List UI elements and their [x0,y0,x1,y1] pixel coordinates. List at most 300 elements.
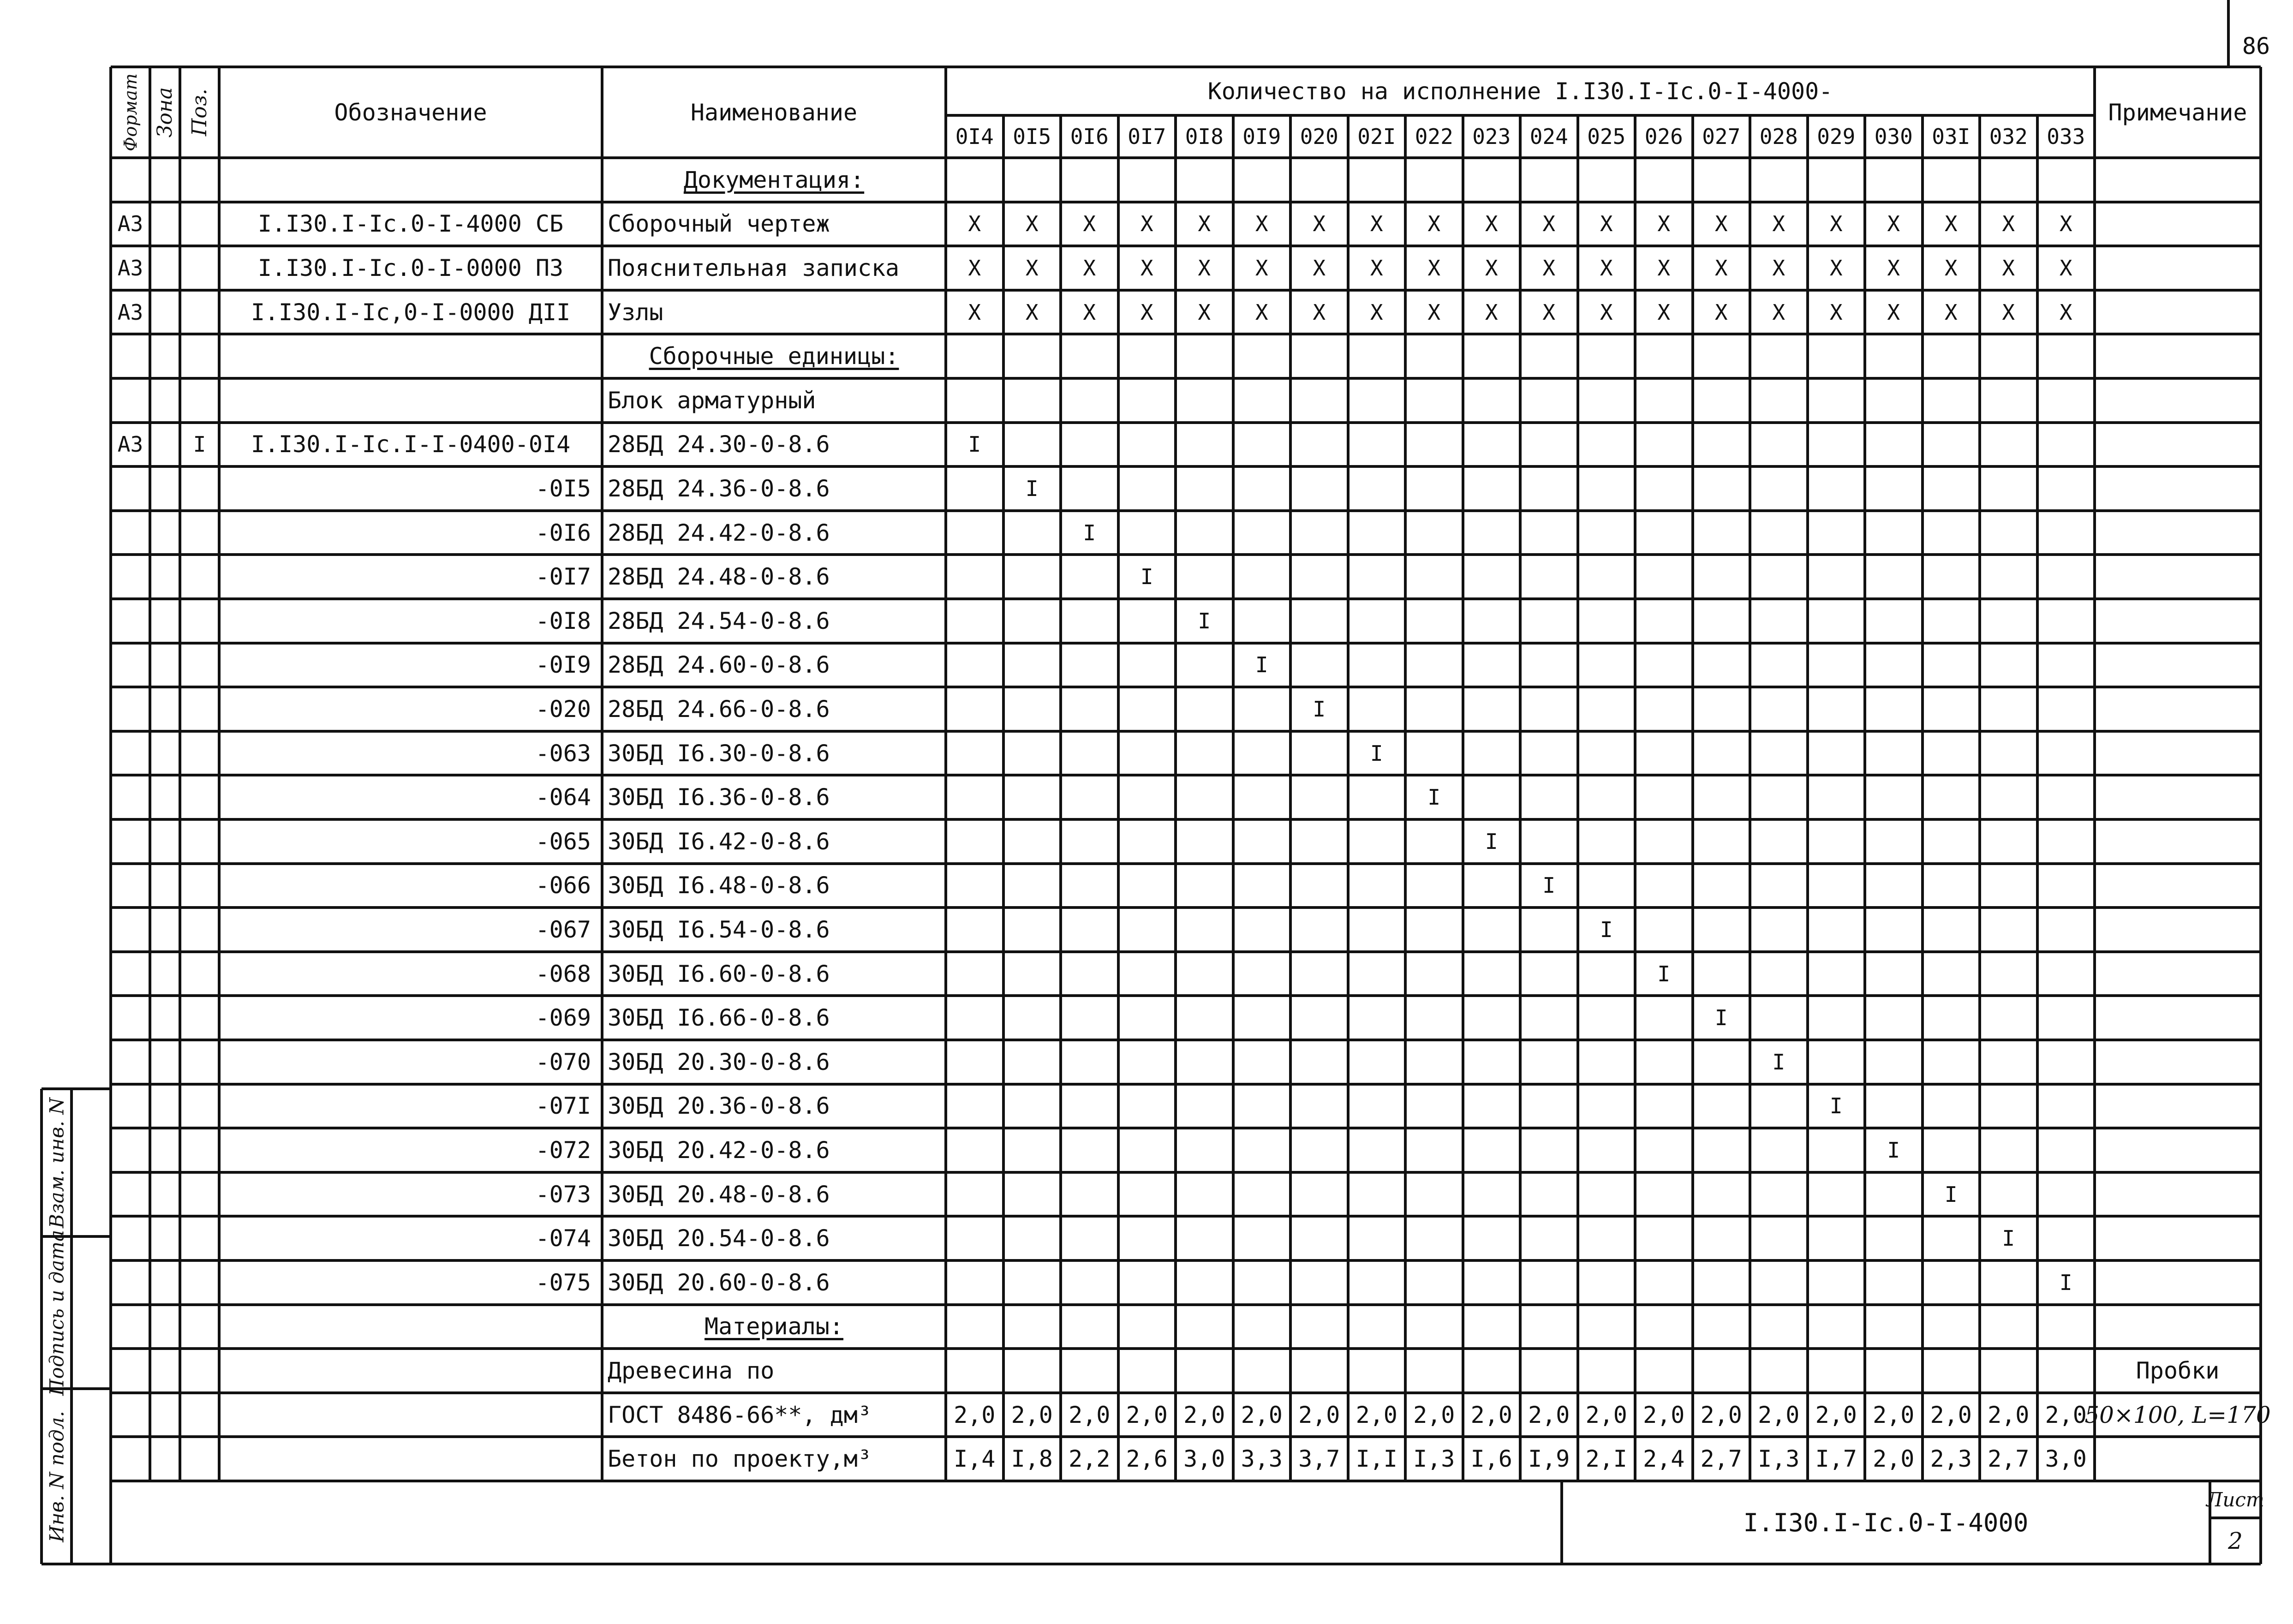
row-designation: I.I30.I-Ic.0-I-0000 ПЗ [257,254,564,281]
row-format [111,555,150,599]
row-note [2095,731,2261,776]
quantity-cell: X [1657,299,1671,325]
row-zone [150,775,180,819]
quantity-cell [1348,423,1406,467]
quantity-cell [1578,775,1636,819]
row-note [2095,643,2261,687]
quantity-cell: X [1025,299,1039,325]
quantity-cell [1348,511,1406,555]
quantity-cell: I [2002,1226,2015,1251]
quantity-cell [1463,1172,1521,1217]
quantity-cell: I [1944,1182,1958,1207]
quantity-cell [1176,687,1233,731]
quantity-cell [1290,1084,1348,1128]
row-note [2095,334,2261,378]
quantity-cell: X [1313,255,1326,281]
quantity-cell [1578,423,1636,467]
quantity-cell [1635,423,1693,467]
quantity-cell [1693,952,1750,996]
quantity-cell [1176,1084,1233,1128]
row-zone [150,466,180,511]
quantity-cell [1578,731,1636,776]
quantity-cell [1520,555,1578,599]
quantity-cell [1923,1260,1980,1305]
quantity-cell [946,511,1003,555]
quantity-cell [1118,775,1176,819]
quantity-cell [1118,423,1176,467]
quantity-cell: 2,0 [1643,1401,1685,1428]
row-pos [180,202,219,246]
quantity-cell [1176,466,1233,511]
quantity-cell [1923,555,1980,599]
quantity-cell [1808,819,1865,864]
quantity-cell [1693,511,1750,555]
quantity-cell [1808,864,1865,908]
variant-code: 025 [1587,124,1626,149]
quantity-cell [946,952,1003,996]
quantity-cell: 3,0 [2045,1445,2087,1473]
sheet-label: Лист [2206,1488,2264,1511]
quantity-cell [1003,555,1061,599]
row-note [2095,775,2261,819]
row-designation: -0I6 [535,519,591,546]
row-format [111,1260,150,1305]
quantity-cell [1176,511,1233,555]
row-zone [150,643,180,687]
row-designation: -074 [535,1225,591,1252]
quantity-cell: I [1887,1137,1900,1163]
quantity-cell: X [1140,211,1153,237]
quantity-cell [1865,643,1923,687]
quantity-cell: X [968,299,981,325]
variant-code: 027 [1702,124,1741,149]
row-format: А3 [117,299,143,325]
quantity-cell: X [2059,299,2072,325]
quantity-cell [1578,1040,1636,1084]
quantity-cell [1635,1040,1693,1084]
quantity-cell [946,908,1003,952]
quantity-cell [1290,1128,1348,1172]
row-designation: -0I5 [535,475,591,502]
side-stamp-label: Взам. инв. N [45,1097,68,1228]
row-pos [180,1305,219,1349]
row-name: 30БД 20.36-0-8.6 [608,1093,830,1120]
quantity-cell [2037,908,2095,952]
quantity-cell: X [1714,299,1728,325]
row-format: А3 [117,432,143,457]
quantity-cell: X [1255,255,1268,281]
quantity-cell [946,1040,1003,1084]
quantity-cell [1463,1260,1521,1305]
quantity-cell [1808,599,1865,643]
quantity-cell [1520,996,1578,1040]
quantity-cell [1520,1260,1578,1305]
row-pos [180,643,219,687]
quantity-cell [1693,1216,1750,1260]
quantity-cell [946,1216,1003,1260]
row-note [2095,1128,2261,1172]
quantity-cell: X [968,211,981,237]
page-number: 86 [2242,33,2270,60]
quantity-cell: X [1370,211,1383,237]
variant-code: 026 [1644,124,1683,149]
row-designation: -069 [535,1004,591,1032]
quantity-cell [1176,996,1233,1040]
quantity-cell [1233,996,1291,1040]
row-designation: -073 [535,1181,591,1208]
quantity-cell: X [1772,299,1785,325]
quantity-cell [1980,511,2037,555]
quantity-cell [1118,1128,1176,1172]
quantity-cell [1980,466,2037,511]
quantity-cell [1520,1216,1578,1260]
row-pos [180,158,219,202]
row-note [2095,555,2261,599]
quantity-cell: X [1944,211,1958,237]
quantity-cell [1693,819,1750,864]
quantity-cell: I [1657,961,1671,986]
quantity-cell [1520,599,1578,643]
quantity-cell [1405,952,1463,996]
quantity-cell [946,643,1003,687]
quantity-cell [1980,775,2037,819]
quantity-cell [1750,1172,1808,1217]
quantity-cell: I,3 [1413,1445,1455,1473]
quantity-cell [1176,555,1233,599]
quantity-cell [1635,643,1693,687]
quantity-cell [1061,731,1118,776]
quantity-cell [1980,423,2037,467]
quantity-cell [1290,555,1348,599]
row-format [111,378,150,423]
quantity-cell [1003,908,1061,952]
quantity-cell [1233,775,1291,819]
document-code: I.I30.I-Ic.0-I-4000 [1743,1508,2029,1537]
quantity-cell [1750,952,1808,996]
row-zone [150,290,180,334]
quantity-cell [1865,466,1923,511]
quantity-cell [1176,1260,1233,1305]
row-format [111,1216,150,1260]
quantity-cell [1348,1172,1406,1217]
quantity-cell [1578,864,1636,908]
quantity-cell [1233,819,1291,864]
quantity-cell [1405,511,1463,555]
quantity-cell [1923,775,1980,819]
row-pos [180,952,219,996]
quantity-cell: X [1600,255,1613,281]
quantity-cell: 3,0 [1183,1445,1225,1473]
quantity-cell: X [1887,211,1900,237]
quantity-cell: X [1427,255,1441,281]
row-pos [180,511,219,555]
quantity-cell [1118,687,1176,731]
quantity-cell: I,7 [1815,1445,1857,1473]
side-stamp-label: Инв. N подл. [45,1410,68,1542]
quantity-cell [1176,1040,1233,1084]
quantity-cell [1980,1172,2037,1217]
quantity-cell [1061,1172,1118,1217]
quantity-cell [1290,996,1348,1040]
quantity-cell [1693,1128,1750,1172]
quantity-cell [2037,555,2095,599]
quantity-cell [1808,1260,1865,1305]
quantity-cell [1808,423,1865,467]
quantity-cell [1176,1128,1233,1172]
quantity-cell [1405,466,1463,511]
row-format [111,952,150,996]
quantity-cell: X [2059,255,2072,281]
row-format [111,643,150,687]
quantity-cell: X [1829,211,1843,237]
quantity-cell [1176,731,1233,776]
quantity-cell [1061,643,1118,687]
quantity-cell [1750,643,1808,687]
quantity-cell [1405,423,1463,467]
row-note: 50×100, L=170 [2084,1401,2271,1428]
quantity-cell [1923,908,1980,952]
variant-code: 028 [1759,124,1798,149]
quantity-cell [1923,423,1980,467]
quantity-cell: X [1198,255,1211,281]
quantity-cell [1463,731,1521,776]
quantity-cell: I,I [1355,1445,1397,1473]
quantity-cell [1348,466,1406,511]
quantity-cell [1003,1216,1061,1260]
quantity-cell [1463,1128,1521,1172]
quantity-cell [1808,1172,1865,1217]
quantity-cell [1463,775,1521,819]
quantity-cell [1348,555,1406,599]
quantity-cell [2037,1084,2095,1128]
variant-code: 029 [1817,124,1856,149]
quantity-cell: X [1542,255,1556,281]
row-pos [180,1260,219,1305]
quantity-cell: I [1772,1049,1785,1075]
quantity-cell [1578,599,1636,643]
quantity-cell [1520,1084,1578,1128]
quantity-cell [1520,952,1578,996]
quantity-cell: 2,0 [1470,1401,1512,1428]
quantity-cell [1176,423,1233,467]
quantity-cell [2037,864,2095,908]
quantity-cell [1635,466,1693,511]
row-name: Материалы: [704,1313,844,1340]
quantity-cell [1176,952,1233,996]
row-zone [150,1172,180,1217]
quantity-cell [1348,1084,1406,1128]
row-note [2095,1260,2261,1305]
quantity-cell [1061,687,1118,731]
quantity-cell [1405,1172,1463,1217]
row-name: Пояснительная записка [608,254,900,281]
quantity-cell [1750,687,1808,731]
row-note [2095,599,2261,643]
quantity-cell [1693,555,1750,599]
quantity-cell: 2,0 [954,1401,996,1428]
quantity-cell: 2,0 [1241,1401,1283,1428]
quantity-cell [1865,996,1923,1040]
quantity-cell [1750,1260,1808,1305]
variant-code: 024 [1529,124,1568,149]
quantity-cell [1233,1260,1291,1305]
quantity-cell [1520,466,1578,511]
quantity-cell [1061,775,1118,819]
quantity-cell [1865,599,1923,643]
row-pos [180,1349,219,1393]
quantity-cell [1635,731,1693,776]
quantity-cell [1520,1172,1578,1217]
quantity-cell [1003,996,1061,1040]
quantity-cell: 2,0 [1815,1401,1857,1428]
quantity-cell [1233,952,1291,996]
row-name: Документация: [683,166,865,193]
quantity-cell [1003,643,1061,687]
quantity-cell [946,466,1003,511]
row-format [111,511,150,555]
quantity-cell: X [1313,299,1326,325]
row-designation: -072 [535,1136,591,1164]
row-name: 30БД I6.66-0-8.6 [608,1004,830,1032]
row-pos [180,1172,219,1217]
quantity-cell [1865,1084,1923,1128]
row-designation: -067 [535,916,591,943]
quantity-cell: 2,0 [1183,1401,1225,1428]
quantity-cell [1750,996,1808,1040]
quantity-cell [1233,731,1291,776]
quantity-cell [2037,1216,2095,1260]
quantity-cell [1405,599,1463,643]
quantity-cell [1233,1172,1291,1217]
quantity-cell: 2,0 [1758,1401,1800,1428]
quantity-cell [2037,775,2095,819]
quantity-cell [1118,1172,1176,1217]
quantity-cell [1405,996,1463,1040]
quantity-cell [1520,643,1578,687]
sheet-number: 2 [2228,1528,2243,1554]
row-name: 28БД 24.42-0-8.6 [608,519,830,546]
quantity-cell: 2,7 [1700,1445,1742,1473]
quantity-cell [1348,643,1406,687]
quantity-cell [1003,731,1061,776]
quantity-cell [1635,1172,1693,1217]
quantity-cell: I,8 [1011,1445,1053,1473]
row-zone [150,687,180,731]
row-name: 28БД 24.54-0-8.6 [608,607,830,634]
row-designation: -0I7 [535,563,591,591]
quantity-cell [1923,1040,1980,1084]
quantity-cell [1865,908,1923,952]
row-pos [180,334,219,378]
quantity-cell [2037,819,2095,864]
quantity-cell: X [1657,255,1671,281]
row-note [2095,1040,2261,1084]
quantity-cell [1750,599,1808,643]
quantity-cell [1635,908,1693,952]
quantity-cell: 2,0 [1069,1401,1111,1428]
quantity-cell: I,6 [1470,1445,1512,1473]
quantity-cell [1808,687,1865,731]
row-zone [150,1393,180,1437]
quantity-cell [1578,687,1636,731]
row-pos: I [193,432,206,457]
quantity-cell [1980,1040,2037,1084]
quantity-cell [1290,599,1348,643]
row-designation [219,1393,602,1437]
quantity-cell [1750,423,1808,467]
variant-code: 022 [1415,124,1453,149]
quantity-cell [1520,511,1578,555]
quantity-cell: X [1255,211,1268,237]
quantity-cell: X [1829,255,1843,281]
row-format [111,599,150,643]
row-zone [150,952,180,996]
row-designation: -068 [535,960,591,987]
quantity-cell [1061,952,1118,996]
row-note [2095,511,2261,555]
quantity-cell [1003,864,1061,908]
quantity-cell [1980,1084,2037,1128]
quantity-cell: I,9 [1528,1445,1570,1473]
row-pos [180,731,219,776]
quantity-cell: X [1600,299,1613,325]
row-name: 30БД 20.60-0-8.6 [608,1269,830,1296]
row-note: Пробки [2136,1357,2220,1384]
row-name: Бетон по проекту,м³ [608,1445,872,1473]
quantity-cell [1520,908,1578,952]
quantity-cell [1520,775,1578,819]
quantity-cell [1290,819,1348,864]
quantity-cell [1061,1260,1118,1305]
row-name: Сборочные единицы: [649,343,899,370]
row-pos [180,1216,219,1260]
quantity-cell: 2,0 [1355,1401,1397,1428]
row-format [111,1084,150,1128]
variant-code: 03I [1932,124,1971,149]
quantity-cell [1578,952,1636,996]
row-pos [180,1437,219,1481]
quantity-cell [1865,864,1923,908]
row-pos [180,599,219,643]
quantity-cell [1348,1216,1406,1260]
quantity-cell: I [1083,520,1096,545]
quantity-cell [1463,996,1521,1040]
header-quantity-title: Количество на исполнение I.I30.I-Ic.0-I-4000- [1207,78,1833,105]
variant-code: 0I9 [1242,124,1281,149]
quantity-cell [1061,996,1118,1040]
quantity-cell [1980,555,2037,599]
quantity-cell [1923,1084,1980,1128]
quantity-cell: X [1772,255,1785,281]
quantity-cell: 2,6 [1126,1445,1168,1473]
quantity-cell [1290,731,1348,776]
quantity-cell [1808,952,1865,996]
quantity-cell: X [2002,255,2015,281]
quantity-cell [1520,423,1578,467]
quantity-cell [1118,466,1176,511]
row-name: Древесина по [608,1357,775,1384]
variant-code: 0I8 [1185,124,1224,149]
quantity-cell: X [1887,255,1900,281]
quantity-cell: X [1140,255,1153,281]
row-note [2095,1172,2261,1217]
quantity-cell [1405,864,1463,908]
row-format [111,731,150,776]
quantity-cell [1865,511,1923,555]
quantity-cell: X [1600,211,1613,237]
quantity-cell: X [1083,255,1096,281]
quantity-cell [1578,511,1636,555]
